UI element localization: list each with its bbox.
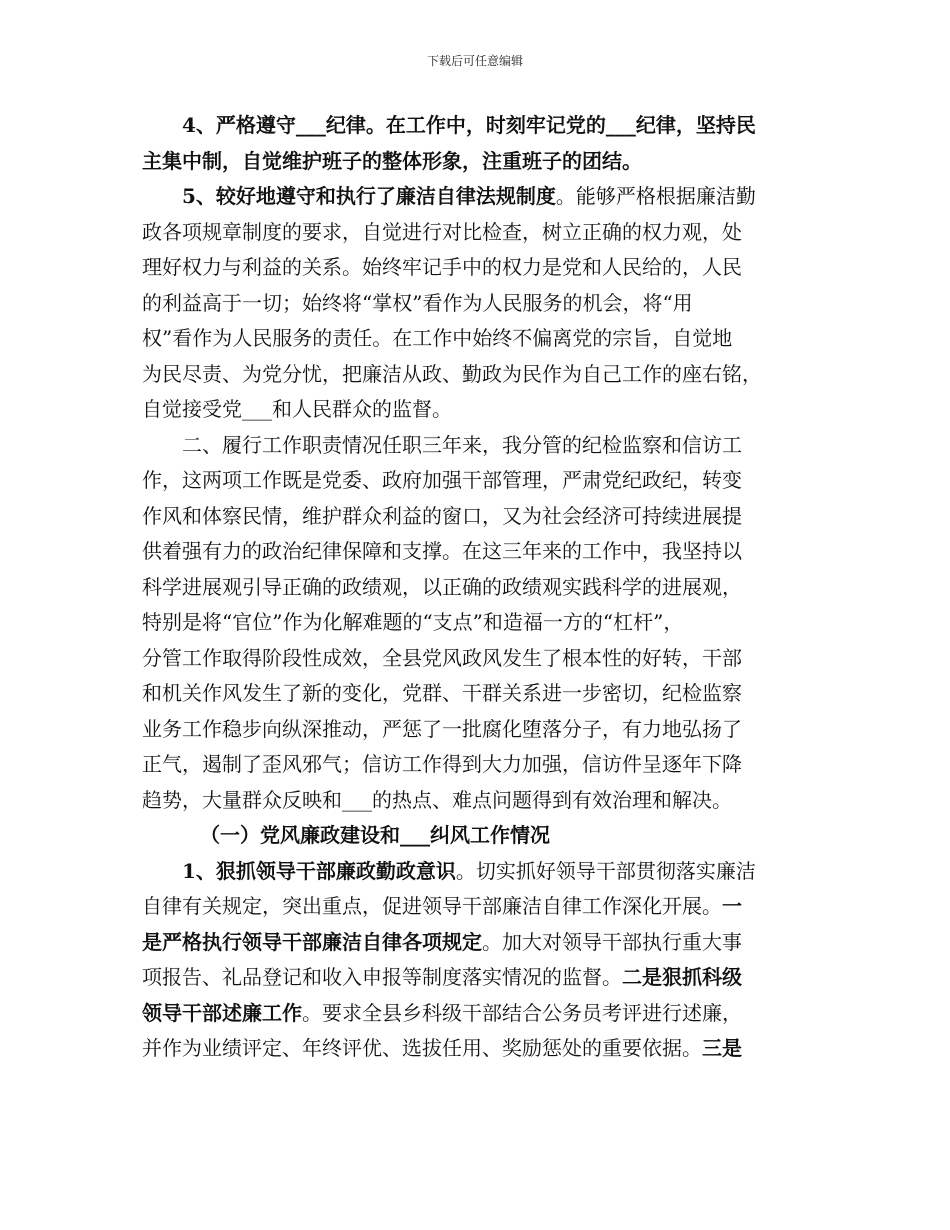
text-span: 供着强有力的政治纪律保障和支撑。在这三年来的工作中，我坚持以 <box>142 539 742 563</box>
text-line <box>142 925 822 961</box>
text-span: 二、履行工作职责情况任职三年来，我分管的纪检监察和信访工 <box>182 432 742 457</box>
section-heading <box>142 818 822 854</box>
text-line <box>142 357 822 393</box>
text-line <box>142 250 822 286</box>
document-body <box>142 108 822 1067</box>
text-span: 并作为业绩评定、年终评优、选拔任用、奖励惩处的重要依据。 <box>142 1036 702 1060</box>
bold-span: 三是 <box>702 1036 742 1060</box>
text-span: 。能够严格根据廉洁勤 <box>555 184 756 208</box>
text-line <box>142 463 822 499</box>
text-span: 。切实抓好领导干部贯彻落实廉洁 <box>455 858 756 883</box>
text-line <box>142 996 822 1032</box>
text-line <box>142 286 822 322</box>
text-span: 特别是将“官位”作为化解难题的“支点”和造福一方的“杠杆”， <box>142 610 684 634</box>
text-line <box>142 960 822 996</box>
text-line <box>142 144 822 180</box>
text-span: 理好权力与利益的关系。始终牢记手中的权力是党和人民给的，人民 <box>142 255 742 279</box>
text-line <box>142 179 822 215</box>
text-line <box>142 605 822 641</box>
text-line <box>142 676 822 712</box>
text-span: 正气，遏制了歪风邪气；信访工作得到大力加强，信访件呈逐年下降 <box>142 752 742 776</box>
text-span: 作风和体察民情，维护群众利益的窗口，又为社会经济可持续进展提 <box>142 503 742 528</box>
bold-span: 1、狠抓领导干部廉政勤政意识 <box>182 858 456 883</box>
bold-span: （一）党风廉政建设和___纠风工作情况 <box>200 823 550 847</box>
text-span: 为民尽责、为党分忧，把廉洁从政、勤政为民作为自己工作的座右铭， <box>142 361 762 386</box>
bold-span: 一 <box>722 894 742 918</box>
text-line <box>142 889 822 925</box>
bold-span: 主集中制，自觉维护班子的整体形象，注重班子的团结。 <box>142 148 642 173</box>
text-line <box>142 215 822 251</box>
bold-span: 是严格执行领导干部廉洁自律各项规定 <box>142 929 482 954</box>
bold-span: 4、严格遵守___纪律。在工作中，时刻牢记党的___纪律，坚持民 <box>182 113 756 137</box>
text-span: 自律有关规定，突出重点，促进领导干部廉洁自律工作深化开展。 <box>142 894 722 918</box>
text-line <box>142 108 822 144</box>
bold-span: 二是狠抓科级 <box>622 965 742 989</box>
bold-span: 5、较好地遵守和执行了廉洁自律法规制度 <box>182 184 556 208</box>
text-line <box>142 499 822 535</box>
page-header-note: 下载后可任意编辑 <box>426 54 523 68</box>
text-line <box>142 392 822 428</box>
text-span: 的利益高于一切；始终将“掌权”看作为人民服务的机会，将“用 <box>142 290 693 315</box>
text-line <box>142 712 822 748</box>
text-line <box>142 534 822 570</box>
text-span: 和机关作风发生了新的变化，党群、干群关系进一步密切，纪检监察 <box>142 681 742 705</box>
text-line <box>142 854 822 890</box>
text-line <box>142 321 822 357</box>
text-span: 自觉接受党___和人民群众的监督。 <box>142 397 452 421</box>
text-span: 分管工作取得阶段性成效，全县党风政风发生了根本性的好转，干部 <box>142 645 742 670</box>
text-span: 权”看作为人民服务的责任。在工作中始终不偏离党的宗旨，自觉地 <box>142 326 733 350</box>
text-line <box>142 747 822 783</box>
text-span: 业务工作稳步向纵深推动，严惩了一批腐化堕落分子，有力地弘扬了 <box>142 716 742 741</box>
text-line <box>142 641 822 677</box>
text-line <box>142 1031 822 1067</box>
text-span: 。加大对领导干部执行重大事 <box>482 929 742 954</box>
text-line <box>142 428 822 464</box>
text-span: 政各项规章制度的要求，自觉进行对比检查，树立正确的权力观，处 <box>142 219 742 244</box>
text-span: 作，这两项工作既是党委、政府加强干部管理，严肃党纪政纪，转变 <box>142 468 742 492</box>
bold-span: 领导干部述廉工作 <box>142 1000 302 1025</box>
text-span: 科学进展观引导正确的政绩观，以正确的政绩观实践科学的进展观， <box>142 574 742 599</box>
text-span: 。要求全县乡科级干部结合公务员考评进行述廉， <box>302 1000 742 1025</box>
text-line <box>142 783 822 819</box>
text-span: 趋势，大量群众反映和___的热点、难点问题得到有效治理和解决。 <box>142 787 732 812</box>
text-line <box>142 570 822 606</box>
text-span: 项报告、礼品登记和收入申报等制度落实情况的监督。 <box>142 965 622 989</box>
